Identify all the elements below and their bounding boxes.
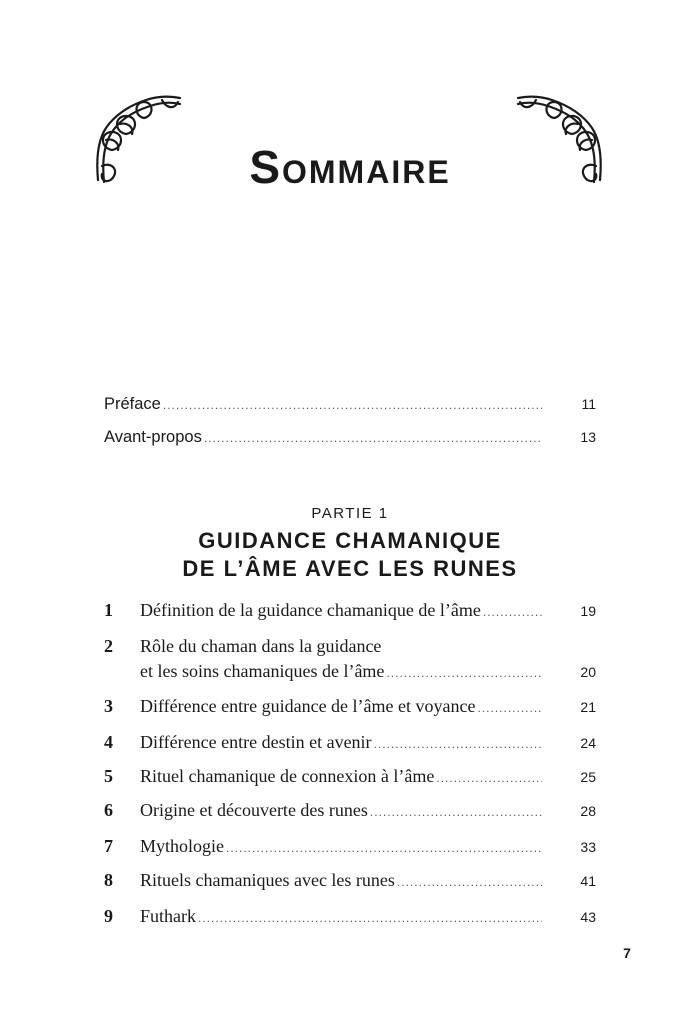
toc-entry-avant-propos[interactable] [104, 428, 596, 447]
chapter-number: 5 [104, 766, 113, 786]
toc-chapter-5[interactable] [104, 766, 596, 787]
chapter-number: 9 [104, 906, 113, 926]
chapter-page: 19 [580, 603, 596, 619]
chapter-page: 41 [580, 873, 596, 889]
chapter-number: 7 [104, 836, 113, 856]
dot-leader [226, 841, 542, 855]
chapter-number: 3 [104, 696, 113, 716]
part-title-line-1: GUIDANCE CHAMANIQUE [198, 528, 502, 553]
dot-leader [436, 771, 542, 785]
chapter-title: Rituels chamaniques avec les runes [140, 870, 395, 890]
dot-leader [397, 875, 542, 889]
page-number: 7 [623, 945, 631, 961]
chapter-title: Futhark [140, 906, 196, 926]
toc-chapter-1[interactable] [104, 600, 596, 621]
chapter-page: 21 [580, 699, 596, 715]
chapter-page: 33 [580, 839, 596, 855]
chapter-number: 6 [104, 800, 113, 820]
chapter-title: Différence entre destin et avenir [140, 732, 372, 752]
dot-leader [163, 398, 542, 412]
dot-leader [477, 701, 542, 715]
dot-leader [386, 666, 542, 680]
chapter-title: Rituel chamanique de connexion à l’âme [140, 766, 435, 786]
toc-chapter-6[interactable] [104, 800, 596, 821]
dot-leader [370, 805, 542, 819]
dot-leader [204, 431, 542, 445]
chapter-number: 1 [104, 600, 113, 620]
chapter-page: 25 [580, 769, 596, 785]
dot-leader [374, 737, 542, 751]
chapter-title: Origine et découverte des runes [140, 800, 368, 820]
toc-chapter-3[interactable] [104, 696, 596, 717]
chapter-title: Définition de la guidance chamanique de l’âme [140, 600, 481, 620]
toc-chapter-2[interactable] [104, 636, 596, 682]
chapter-title-line-1: Rôle du chaman dans la guidance [140, 636, 382, 656]
toc-entry-page: 13 [580, 429, 596, 445]
toc-entry-page: 11 [581, 396, 596, 412]
toc-entry-label: Préface [104, 395, 161, 413]
toc-entry-preface[interactable] [104, 395, 596, 414]
chapter-title: Mythologie [140, 836, 224, 856]
chapter-page: 24 [580, 735, 596, 751]
part-title-line-2: DE L’ÂME AVEC LES RUNES [182, 556, 518, 581]
dot-leader [198, 911, 542, 925]
toc-chapter-4[interactable] [104, 732, 596, 753]
chapter-page: 28 [580, 803, 596, 819]
part-title [0, 527, 700, 583]
chapter-page: 20 [580, 664, 596, 680]
chapter-title-line-2: et les soins chamaniques de l’âme [140, 661, 385, 681]
chapter-number: 8 [104, 870, 113, 890]
chapter-title: Différence entre guidance de l’âme et voyance [140, 696, 476, 716]
page-title: Sommaire [249, 141, 451, 193]
toc-entry-label: Avant-propos [104, 428, 202, 446]
chapter-number: 2 [104, 636, 113, 656]
toc-chapter-7[interactable] [104, 836, 596, 857]
part-label: PARTIE 1 [311, 505, 389, 522]
chapter-page: 43 [580, 909, 596, 925]
dot-leader [483, 605, 542, 619]
chapter-number: 4 [104, 732, 113, 752]
toc-chapter-9[interactable] [104, 906, 596, 927]
toc-chapter-8[interactable] [104, 870, 596, 891]
